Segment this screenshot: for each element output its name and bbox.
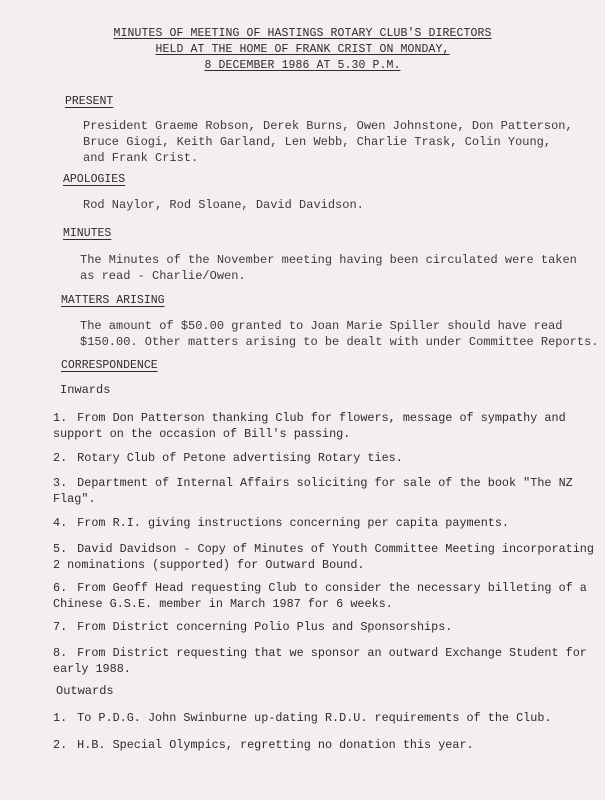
present-text: President Graeme Robson, Derek Burns, Owen Johnstone, Don Patterson, Bruce Giogi, Keith Garland, Len Webb, Charlie Trask, Colin Young, and Frank Crist. [83, 119, 573, 165]
inwards-item: 3. Department of Internal Affairs soliciting for sale of the book "The NZ Flag". [53, 476, 573, 506]
inwards-item: 2. Rotary Club of Petone advertising Rotary ties. [53, 451, 403, 465]
inwards-label: Inwards [60, 383, 111, 397]
inwards-item: 5. David Davidson - Copy of Minutes of Youth Committee Meeting incorporating 2 nominations (supported) for Outward Bound. [53, 542, 594, 572]
title-line-3: 8 DECEMBER 1986 AT 5.30 P.M. [204, 59, 401, 72]
minutes-text: The Minutes of the November meeting having been circulated were taken as read - Charlie/Owen. [80, 253, 577, 283]
inwards-item: 7. From District concerning Polio Plus and Sponsorships. [53, 620, 453, 634]
present-heading: PRESENT [65, 95, 114, 108]
inwards-item: 1. From Don Patterson thanking Club for flowers, message of sympathy and support on the occasion of Bill's passing. [53, 411, 566, 441]
minutes-heading: MINUTES [63, 227, 112, 240]
inwards-item: 8. From District requesting that we sponsor an outward Exchange Student for early 1988. [53, 646, 587, 676]
inwards-item: 4. From R.I. giving instructions concerning per capita payments. [53, 516, 510, 530]
matters-arising-text: The amount of $50.00 granted to Joan Marie Spiller should have read $150.00. Other matters arising to be dealt with under Committee Reports. [80, 319, 599, 349]
title-line-1: MINUTES OF MEETING OF HASTINGS ROTARY CLUB'S DIRECTORS [113, 27, 492, 40]
title-line-2: HELD AT THE HOME OF FRANK CRIST ON MONDAY, [155, 43, 450, 56]
correspondence-heading: CORRESPONDENCE [61, 359, 158, 372]
matters-arising-heading: MATTERS ARISING [61, 294, 165, 307]
outwards-item: 2. H.B. Special Olympics, regretting no donation this year. [53, 738, 474, 752]
outwards-item: 1. To P.D.G. John Swinburne up-dating R.D.U. requirements of the Club. [53, 711, 552, 725]
inwards-item: 6. From Geoff Head requesting Club to consider the necessary billeting of a Chinese G.S.E. member in March 1987 for 6 weeks. [53, 581, 587, 611]
outwards-label: Outwards [56, 684, 114, 698]
apologies-text: Rod Naylor, Rod Sloane, David Davidson. [83, 198, 364, 212]
apologies-heading: APOLOGIES [63, 173, 126, 186]
